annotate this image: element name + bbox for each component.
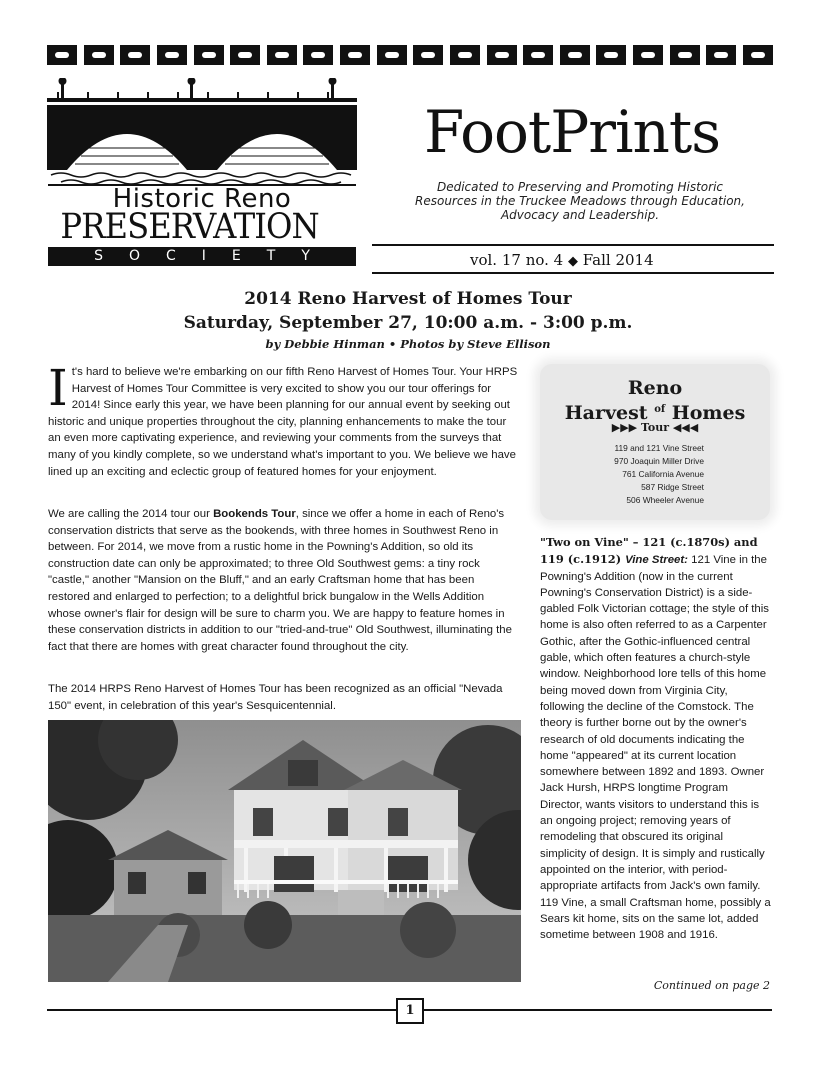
footprint-icon [523, 45, 553, 65]
two-on-vine-heading: "Two on Vine" – 121 (c.1870s) and 119 (c.1912) [540, 535, 758, 567]
paragraph-text: , since we offer a home in each of Reno's conservation districts that serve as the bookends, with three homes in Southwest Reno in between. For 2014, we move from a rustic home in the Powning's Addition, so old its construction date can only be approximated; to three Old Southwest gems: a tiny rock "castle," another "Mansion on the Bluff," and an early Craftsman home that has been restored and enlarged to perfection; to a delightful brick bungalow in the Wells Addition whose owner's flair for design will be sure to charm you. We are happy to feature homes in these conservation districts in addition to our "tried-and-true" Old Southwest, illuminating the fact that there are homes with great character found throughout the city. [48, 508, 512, 653]
footprint-icon [120, 45, 150, 65]
divider [372, 272, 774, 274]
tour-box-harvest: Harvest [564, 402, 648, 424]
logo-preservation: PRESERVATION [60, 207, 319, 247]
drop-cap: I [48, 359, 68, 417]
footprint-icon [84, 45, 114, 65]
paragraph-intro [48, 359, 518, 480]
tour-address-list [570, 442, 704, 507]
issue-info [470, 250, 680, 270]
tour-address: 119 and 121 Vine Street [614, 443, 704, 453]
tour-address: 587 Ridge Street [641, 482, 704, 492]
footprint-icon [633, 45, 663, 65]
tour-box-homes: Homes [671, 402, 746, 424]
tour-address: 506 Wheeler Avenue [626, 495, 704, 505]
divider [372, 244, 774, 246]
footprint-icon [303, 45, 333, 65]
footprint-icon [194, 45, 224, 65]
vine-street-heading: Vine Street: [625, 554, 688, 567]
footprint-icon [340, 45, 370, 65]
footprint-icon [743, 45, 773, 65]
paragraph-bookends [48, 506, 518, 655]
tour-address: 761 California Avenue [622, 469, 704, 479]
footprint-icon [47, 45, 77, 65]
tour-box-of: of [654, 404, 666, 415]
two-on-vine-paragraph [540, 534, 772, 943]
tour-box [540, 364, 770, 520]
volume-number: vol. 17 no. 4 [470, 251, 564, 269]
footprint-icon [230, 45, 260, 65]
tour-box-harvest-of-homes [540, 398, 770, 422]
house-photo [48, 720, 521, 982]
two-on-vine-body: 121 Vine in the Powning's Addition (now in the current Powning's Conservation District) is a side-gabled Folk Victorian cottage; the style of this home is also often referred to as a Carpenter Gothic, after the Gothic-influenced central gable, which often features a church-style window. Neighborhood lore tells of this home being moved down from Virginia City, following the decline of the Comstock. The theory is further borne out by the owner's research of old documents indicating the home "appeared" at its current location somewhere between 1892 and 1893. Owner Jack Hursh, HRPS longtime Program Director, wants visitors to understand this is an ongoing project; removing years of remodeling that obscured its original simplicity of design. It is simply and rustically appointed on the interior, with period-appropriate artifacts from Jack's own family. 119 Vine, a small Craftsman home, possibly a Sears kit home, sits on the same lot, added sometime between 1908 and 1916. [540, 554, 771, 942]
tour-box-tour: ▶▶▶ Tour ◀◀◀ [611, 421, 699, 434]
bookends-tour-bold: Bookends Tour [213, 508, 296, 520]
logo-historic-reno: Historic Reno [48, 184, 356, 212]
footprint-icon [450, 45, 480, 65]
logo-society: SOCIETY [48, 247, 356, 266]
article-title: 2014 Reno Harvest of Homes Tour [244, 289, 572, 309]
footprint-icon [413, 45, 443, 65]
paragraph-text: We are calling the 2014 tour our [48, 508, 214, 520]
footprint-icon [157, 45, 187, 65]
diamond-icon: ◆ [567, 254, 578, 269]
continued-link[interactable]: Continued on page 2 [653, 979, 770, 992]
footprint-icon [596, 45, 626, 65]
footprint-icon [487, 45, 517, 65]
sidebar-column [540, 534, 772, 943]
masthead-tagline: Dedicated to Preserving and Promoting Historic Resources in the Truckee Meadows through Education, Advocacy and Leadership. [415, 180, 745, 222]
footprint-icon [670, 45, 700, 65]
article-subtitle: Saturday, September 27, 10:00 a.m. - 3:00 p.m. [183, 313, 633, 333]
bridge-logo-icon [47, 78, 357, 186]
footprint-icon [267, 45, 297, 65]
tour-address: 970 Joaquin Miller Drive [614, 456, 704, 466]
page-number: 1 [396, 998, 424, 1024]
footprint-icon [706, 45, 736, 65]
issue-season: Fall 2014 [582, 251, 654, 269]
footprint-icon [560, 45, 590, 65]
article-byline: by Debbie Hinman • Photos by Steve Ellison [265, 337, 551, 351]
footprint-icon [377, 45, 407, 65]
paragraph-intro-text: t's hard to believe we're embarking on our fifth Reno Harvest of Homes Tour. Your HRPS Harvest of Homes Tour Committee is very excited to show you our tour offerings for 2014! Since early this year, we have been planning for our annual event by seeking out historic and unique properties throughout the city, planning enhancements to make the tour an even more captivating experience, and reviewing your comments from the surveys that many of you kindly complete, so we understand what's important to you. We believe we have lined up an exciting and eclectic group of featured homes for your enjoyment. [48, 366, 518, 478]
masthead-title: FootPrints [424, 98, 720, 166]
footprint-strip [47, 44, 773, 66]
paragraph-nevada150: The 2014 HRPS Reno Harvest of Homes Tour has been recognized as an official "Nevada 150" event, in celebration of this year's Sesquicentennial. [48, 683, 503, 712]
tour-box-reno: Reno [627, 377, 683, 399]
